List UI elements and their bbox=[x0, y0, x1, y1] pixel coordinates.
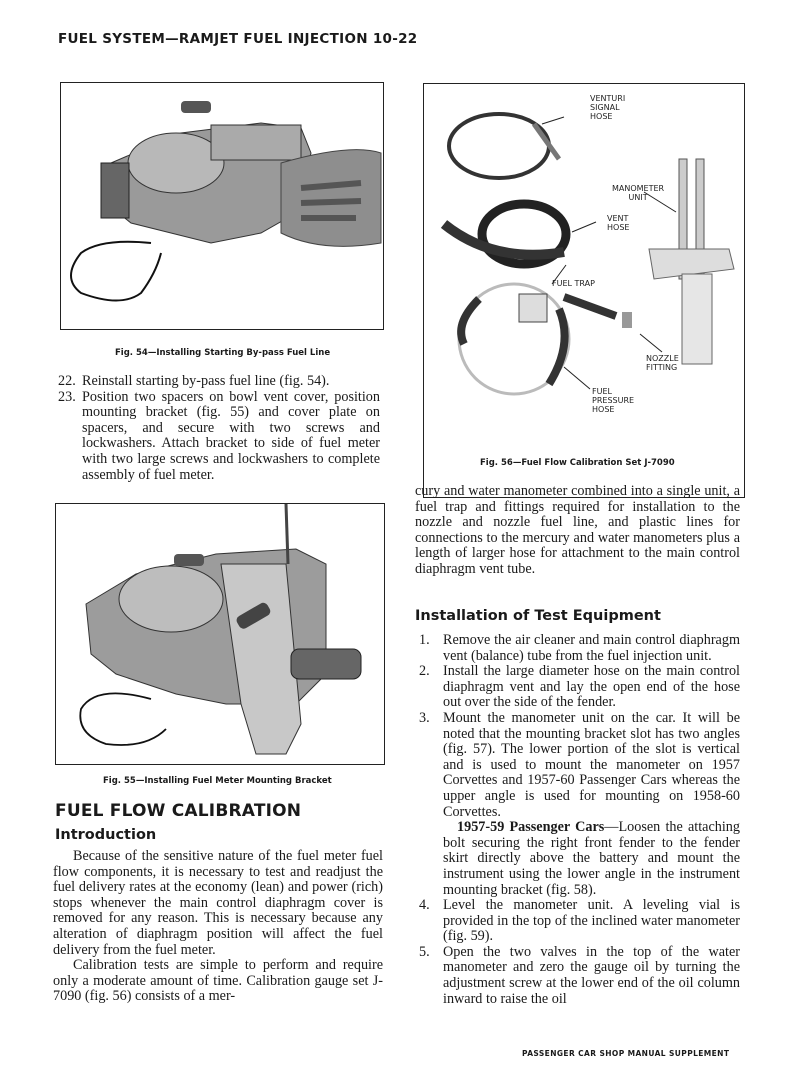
label-manometer-unit bbox=[612, 184, 664, 202]
label-line: FUEL bbox=[592, 387, 612, 396]
step-number: 3. bbox=[419, 709, 430, 726]
step-text: Reinstall starting by-pass fuel line (fig. 54). bbox=[82, 373, 330, 389]
continued-paragraph: cury and water manometer combined into a single unit, a fuel trap and fittings required for installation to the nozzle and nozzle fuel line, and plastic lines for connections to the mercury and water manometers plus a length of larger hose for attachment to the main control diaphragm vent tube. bbox=[415, 483, 740, 577]
introduction-heading: Introduction bbox=[55, 827, 157, 843]
intro-paragraph: Calibration tests are simple to perform and require only a moderate amount of time. Calibration gauge set J-7090 (fig. 56) consists of a mer- bbox=[53, 957, 383, 1005]
label-line: HOSE bbox=[590, 112, 613, 121]
mounting-bracket-photo-illustration bbox=[56, 504, 384, 764]
label-line: FITTING bbox=[646, 363, 678, 372]
label-venturi-signal-hose bbox=[590, 94, 625, 121]
install-step-3-passenger-cars bbox=[419, 820, 740, 898]
label-line: PRESSURE bbox=[592, 396, 635, 405]
step-23 bbox=[58, 390, 380, 484]
figure-55-caption: Fig. 55—Installing Fuel Meter Mounting Bracket bbox=[103, 776, 332, 786]
label-line: NOZZLE bbox=[646, 354, 679, 363]
figure-54-caption: Fig. 54—Installing Starting By-pass Fuel Line bbox=[115, 348, 331, 358]
label-fuel-pressure-hose bbox=[592, 387, 634, 414]
install-step-3 bbox=[419, 711, 740, 820]
bold-lead: 1957-59 Passenger Cars bbox=[457, 819, 605, 836]
label-line: VENTURI bbox=[590, 94, 626, 103]
venturi-hose-leader bbox=[542, 117, 564, 124]
step-text: Mount the manometer unit on the car. It will be noted that the mounting bracket slot has two angles (fig. 57). The lower portion of the slot is vertical and is used to mount the manometer on 1957 Corvettes and 1957-60 Passenger Cars whereas the upper angle is used for mounting on 1958-60 Corvettes. bbox=[443, 709, 740, 820]
label-line: SIGNAL bbox=[590, 103, 620, 112]
assembly-steps bbox=[58, 374, 380, 483]
step-number: 1. bbox=[419, 632, 430, 648]
introduction-body bbox=[53, 849, 383, 1005]
install-step-5 bbox=[419, 945, 740, 1007]
installation-steps bbox=[419, 633, 740, 1007]
step-text: Install the large diameter hose on the main control diaphragm vent and lay the open end of the hose out over the side of the fender. bbox=[443, 663, 740, 711]
install-step-1 bbox=[419, 633, 740, 664]
step-number: 5. bbox=[419, 943, 430, 960]
step-text: Remove the air cleaner and main control diaphragm vent (balance) tube from the fuel injection unit. bbox=[443, 632, 740, 664]
label-line: HOSE bbox=[592, 405, 615, 414]
step-body: —Loosen the attaching bolt securing the right front fender to the fender skirt directly above the battery and mount the instrument using the lower angle in the instrument mounting bracket (fig. 58). bbox=[443, 819, 740, 898]
step-text: Level the manometer unit. A leveling vial is provided in the top of the inclined water manometer (fig. 59). bbox=[443, 897, 740, 945]
fuel-meter-photo-illustration bbox=[61, 83, 383, 329]
step-text bbox=[443, 820, 740, 898]
calibration-set-illustration bbox=[424, 84, 744, 497]
install-step-4 bbox=[419, 898, 740, 945]
install-step-2 bbox=[419, 664, 740, 711]
page-footer: PASSENGER CAR SHOP MANUAL SUPPLEMENT bbox=[522, 1049, 730, 1058]
label-line: VENT bbox=[607, 214, 629, 223]
intro-paragraph: Because of the sensitive nature of the fuel meter fuel flow components, it is necessary to test and readjust the fuel delivery rates at the economy (lean) and power (rich) stops whenever the main control diaphragm cover is removed for any reason. This is necessary because any alteration of diaphragm position will affect the fuel delivery from the fuel meter. bbox=[53, 848, 383, 958]
running-header: FUEL SYSTEM—RAMJET FUEL INJECTION 10-22 bbox=[58, 31, 418, 47]
step-number: 4. bbox=[419, 897, 430, 914]
section-title: FUEL FLOW CALIBRATION bbox=[55, 801, 302, 821]
step-number: 2. bbox=[419, 663, 430, 680]
installation-heading: Installation of Test Equipment bbox=[415, 608, 661, 624]
label-line: UNIT bbox=[628, 193, 648, 202]
step-number: 22. bbox=[58, 373, 76, 389]
figure-56-diagram bbox=[423, 83, 745, 498]
step-text: Open the two valves in the top of the water manometer and zero the gauge oil by turning the adjustment screw at the lower end of the oil column inward to raise the oil bbox=[443, 943, 740, 1007]
label-nozzle-fitting bbox=[646, 354, 679, 372]
label-line: MANOMETER bbox=[612, 184, 665, 193]
label-vent-hose bbox=[607, 214, 629, 232]
step-text: Position two spacers on bowl vent cover, position mounting bracket (fig. 55) and cover plate on spacers, and secure with two screws and lockwashers. Attach bracket to side of fuel meter with two large screws and lockwashers to complete assembly of fuel meter. bbox=[82, 388, 380, 483]
label-fuel-trap: FUEL TRAP bbox=[552, 279, 595, 288]
step-22 bbox=[58, 374, 380, 390]
figure-54-photo bbox=[60, 82, 384, 330]
label-line: HOSE bbox=[607, 223, 630, 232]
figure-56-caption: Fig. 56—Fuel Flow Calibration Set J-7090 bbox=[480, 458, 675, 468]
figure-55-photo bbox=[55, 503, 385, 765]
step-indent bbox=[419, 820, 443, 898]
step-number: 23. bbox=[58, 388, 76, 405]
